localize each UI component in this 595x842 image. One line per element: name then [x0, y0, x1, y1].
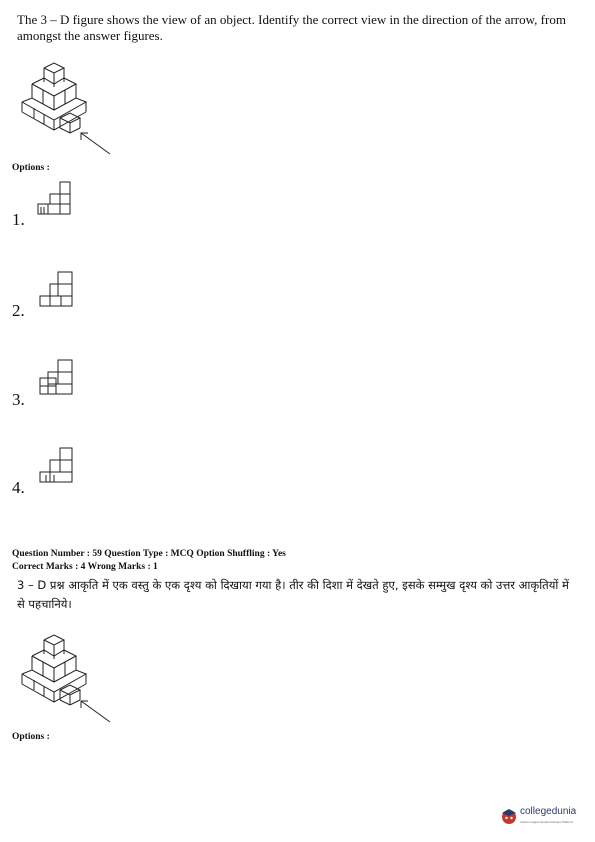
options-label: Options :	[12, 163, 50, 173]
option-number-4: 4.	[12, 478, 25, 497]
question-meta-line-1: Question Number : 59 Question Type : MCQ Option Shuffling : Yes	[12, 549, 286, 559]
option-number-3: 3.	[12, 390, 25, 409]
collegedunia-logo	[500, 805, 590, 831]
logo-tagline: India's Largest Student Review Platform	[520, 820, 574, 824]
option-figure-4	[36, 446, 78, 488]
logo-mascot-icon	[500, 807, 518, 825]
question-text-hindi: 3 – D प्रश्न आकृति में एक वस्तु के एक दृश्य को दिखाया गया है। तीर की दिशा में देखते हुए, इसके सम्मुख दृश्य को उत्तर आकृतियों में से पहचानिये।	[17, 578, 569, 611]
logo-wordmark: collegedunia	[520, 806, 577, 817]
question-meta-line-2: Correct Marks : 4 Wrong Marks : 1	[12, 562, 158, 572]
question-text-english: The 3 – D figure shows the view of an object. Identify the correct view in the direction of the arrow, from amongst the answer figures.	[17, 12, 566, 43]
options-label-2: Options :	[12, 732, 50, 742]
option-figure-3	[36, 358, 78, 400]
direction-arrow-icon-2	[78, 698, 112, 724]
option-number-2: 2.	[12, 301, 25, 320]
option-figure-1	[34, 180, 76, 220]
option-number-1: 1.	[12, 210, 25, 229]
option-figure-2	[36, 270, 78, 312]
direction-arrow-icon	[78, 130, 112, 156]
